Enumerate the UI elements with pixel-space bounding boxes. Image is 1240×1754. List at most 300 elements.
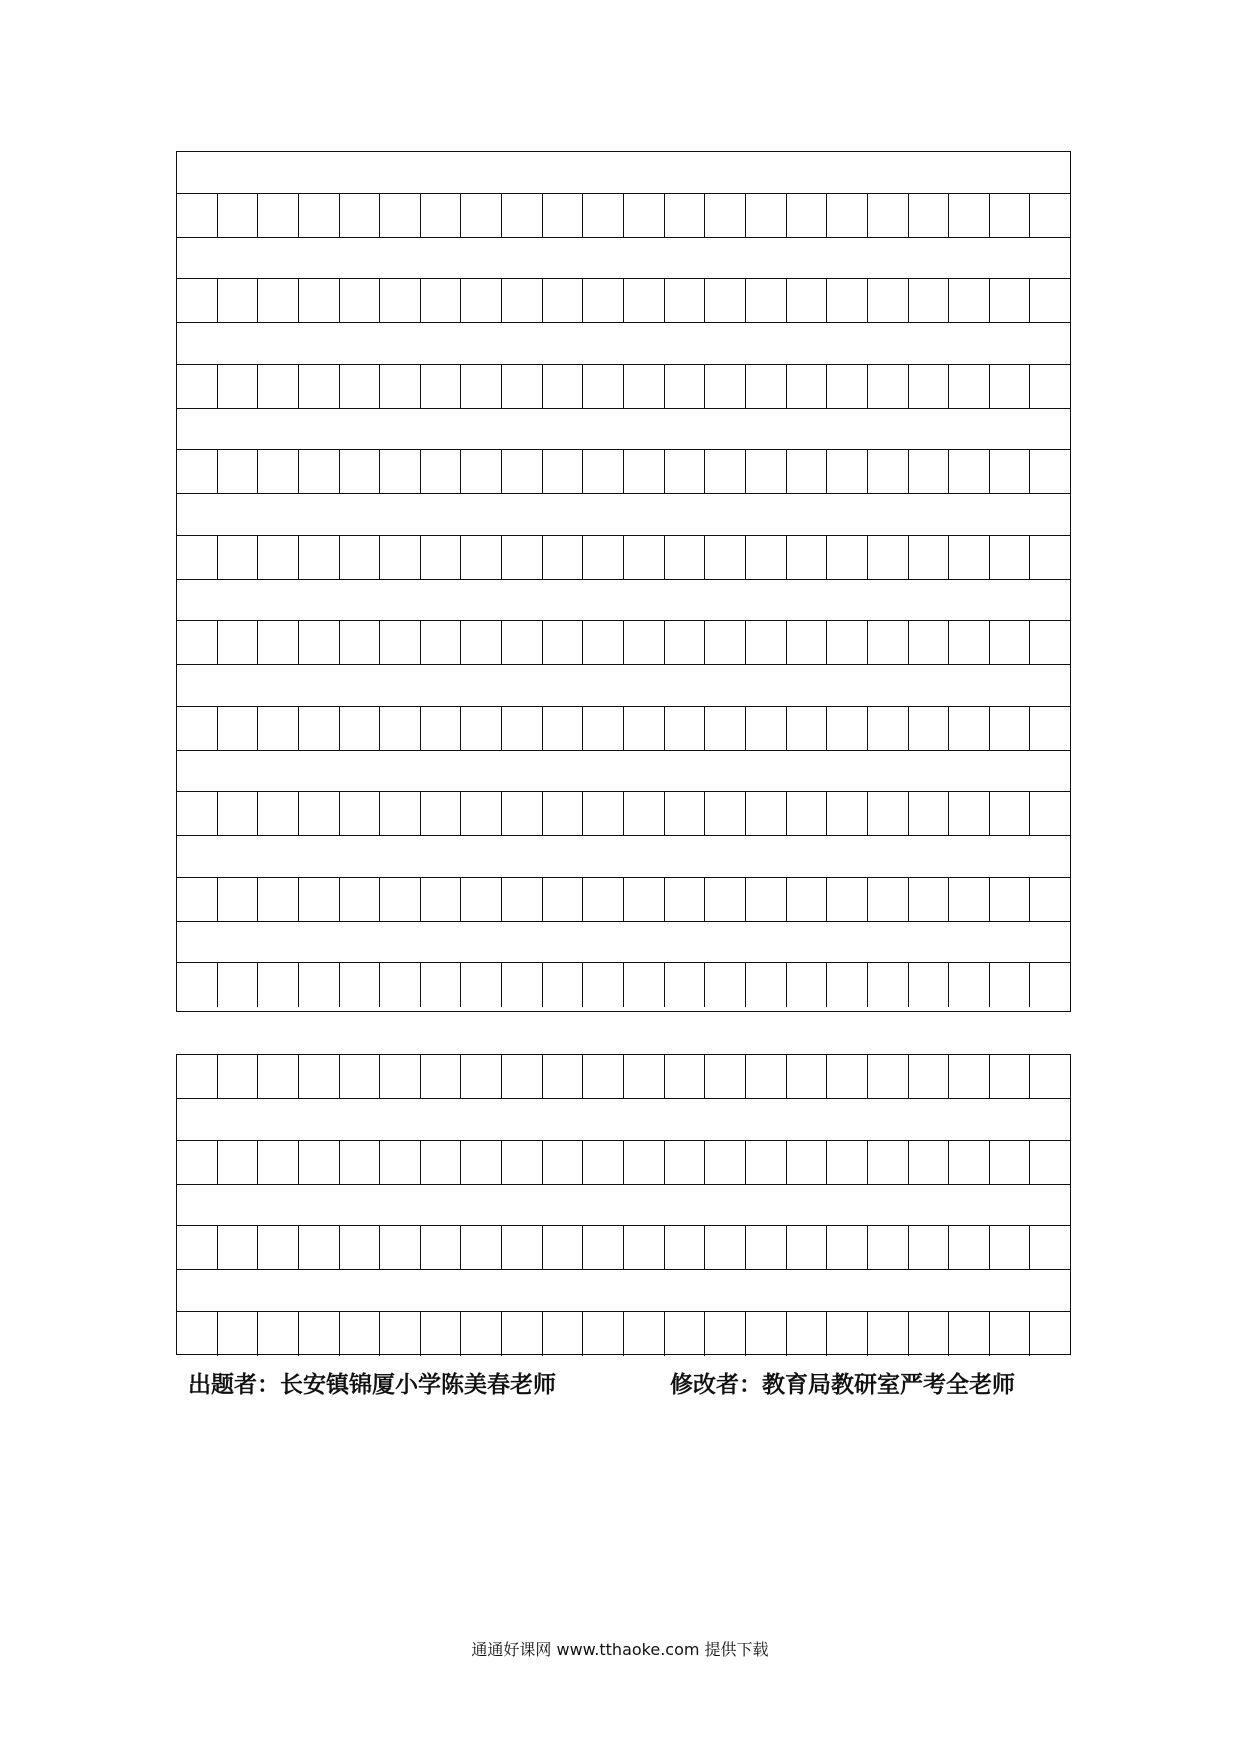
character-cell (868, 536, 909, 579)
character-cell (380, 365, 421, 408)
character-cell (624, 1141, 665, 1184)
character-cell (543, 450, 584, 493)
character-cell (990, 279, 1031, 322)
character-cell (340, 707, 381, 750)
character-cell (1030, 536, 1070, 579)
character-cell (949, 1312, 990, 1356)
author-credit: 出题者：长安镇锦厦小学陈美春老师 (188, 1371, 556, 1398)
character-cell (299, 450, 340, 493)
character-cell (502, 536, 543, 579)
character-cell (299, 792, 340, 835)
character-cell-row (177, 621, 1070, 665)
character-cell (299, 279, 340, 322)
character-cell (543, 365, 584, 408)
character-cell (990, 194, 1031, 237)
character-cell-row (177, 707, 1070, 751)
character-cell (421, 1055, 462, 1098)
character-cell (787, 621, 828, 664)
character-cell (624, 365, 665, 408)
character-cell (909, 536, 950, 579)
character-cell (990, 707, 1031, 750)
character-cell (949, 1226, 990, 1269)
character-cell (909, 450, 950, 493)
character-cell (746, 450, 787, 493)
character-cell (340, 621, 381, 664)
character-cell (340, 279, 381, 322)
character-cell (665, 707, 706, 750)
character-cell (421, 450, 462, 493)
character-cell (583, 1141, 624, 1184)
character-cell (299, 536, 340, 579)
character-cell (421, 1141, 462, 1184)
character-cell (705, 1312, 746, 1356)
character-cell-row (177, 1141, 1070, 1185)
character-cell (218, 1055, 259, 1098)
character-cell (421, 536, 462, 579)
character-cell (1030, 1055, 1070, 1098)
character-cell (258, 1312, 299, 1356)
blank-line-row (177, 580, 1070, 622)
character-cell (868, 1055, 909, 1098)
character-cell (421, 792, 462, 835)
character-cell (868, 450, 909, 493)
blank-line-row (177, 1099, 1070, 1141)
character-cell (461, 878, 502, 921)
character-cell (218, 963, 259, 1007)
character-cell (502, 1141, 543, 1184)
character-cell (258, 1226, 299, 1269)
character-cell (624, 621, 665, 664)
character-cell (827, 878, 868, 921)
character-cell (624, 1226, 665, 1269)
character-cell (949, 1055, 990, 1098)
character-cell (665, 365, 706, 408)
character-cell (502, 1055, 543, 1098)
character-cell (218, 194, 259, 237)
character-cell (340, 1055, 381, 1098)
character-cell (990, 536, 1031, 579)
character-cell (990, 1226, 1031, 1269)
character-cell (177, 1141, 218, 1184)
character-cell (787, 878, 828, 921)
character-cell (299, 963, 340, 1007)
blank-line-row (177, 665, 1070, 707)
character-cell (177, 450, 218, 493)
character-cell (990, 1141, 1031, 1184)
character-cell-row (177, 963, 1070, 1007)
character-cell (827, 450, 868, 493)
blank-line-row (177, 323, 1070, 365)
character-cell (746, 1312, 787, 1356)
character-cell (705, 878, 746, 921)
character-cell (868, 963, 909, 1007)
character-cell (665, 194, 706, 237)
character-cell (177, 963, 218, 1007)
character-cell (624, 1055, 665, 1098)
blank-line-row (177, 836, 1070, 878)
character-cell (258, 792, 299, 835)
blank-line-row (177, 409, 1070, 451)
character-cell (705, 450, 746, 493)
character-cell (705, 1141, 746, 1184)
blank-line-row (177, 1270, 1070, 1312)
character-cell (787, 365, 828, 408)
character-cell (461, 1055, 502, 1098)
character-cell (380, 450, 421, 493)
character-cell (299, 365, 340, 408)
character-cell (624, 1312, 665, 1356)
character-cell (624, 536, 665, 579)
character-cell (827, 194, 868, 237)
character-cell (543, 536, 584, 579)
character-cell (583, 707, 624, 750)
character-cell-row (177, 450, 1070, 494)
character-cell (543, 1226, 584, 1269)
character-cell (868, 621, 909, 664)
character-cell (543, 621, 584, 664)
character-cell (421, 707, 462, 750)
character-cell (909, 878, 950, 921)
character-cell (787, 792, 828, 835)
character-cell (340, 792, 381, 835)
character-cell (909, 621, 950, 664)
character-cell (624, 194, 665, 237)
character-cell (583, 878, 624, 921)
character-cell (583, 963, 624, 1007)
character-cell (218, 792, 259, 835)
character-cell (299, 1226, 340, 1269)
character-cell (665, 621, 706, 664)
character-cell (380, 1226, 421, 1269)
blank-line-row (177, 1185, 1070, 1227)
character-cell (543, 279, 584, 322)
character-cell (299, 707, 340, 750)
character-cell (502, 792, 543, 835)
character-cell (624, 878, 665, 921)
character-cell (746, 1141, 787, 1184)
character-cell (990, 963, 1031, 1007)
character-cell (583, 450, 624, 493)
character-cell (868, 1312, 909, 1356)
character-cell (787, 279, 828, 322)
character-cell (543, 1055, 584, 1098)
character-cell (909, 1226, 950, 1269)
character-cell (705, 707, 746, 750)
character-cell (868, 878, 909, 921)
character-cell (218, 279, 259, 322)
character-cell (461, 621, 502, 664)
character-cell (218, 707, 259, 750)
character-cell (421, 365, 462, 408)
character-cell (665, 1226, 706, 1269)
character-cell (909, 279, 950, 322)
character-cell (583, 194, 624, 237)
character-cell (543, 194, 584, 237)
character-cell (909, 963, 950, 1007)
character-cell (787, 1312, 828, 1356)
character-cell (787, 1055, 828, 1098)
character-cell (177, 792, 218, 835)
character-cell (949, 1141, 990, 1184)
character-cell (949, 194, 990, 237)
character-cell-row (177, 536, 1070, 580)
character-cell (665, 450, 706, 493)
character-cell (990, 365, 1031, 408)
character-cell (461, 792, 502, 835)
character-cell (1030, 450, 1070, 493)
character-cell (787, 194, 828, 237)
character-cell (218, 621, 259, 664)
character-cell (218, 450, 259, 493)
character-cell (502, 194, 543, 237)
character-cell (705, 279, 746, 322)
character-cell (827, 1055, 868, 1098)
character-cell (949, 450, 990, 493)
blank-line-row (177, 152, 1070, 194)
writing-grid-1 (176, 151, 1071, 1012)
character-cell (705, 365, 746, 408)
character-cell (502, 963, 543, 1007)
character-cell-row (177, 792, 1070, 836)
character-cell (299, 1055, 340, 1098)
character-cell (909, 707, 950, 750)
character-cell (746, 963, 787, 1007)
character-cell (502, 621, 543, 664)
character-cell (380, 536, 421, 579)
character-cell (1030, 365, 1070, 408)
editor-credit: 修改者：教育局教研室严考全老师 (670, 1371, 1015, 1398)
character-cell (461, 279, 502, 322)
character-cell (827, 536, 868, 579)
character-cell-row (177, 279, 1070, 323)
character-cell (177, 194, 218, 237)
character-cell (502, 878, 543, 921)
character-cell (543, 707, 584, 750)
character-cell (461, 365, 502, 408)
character-cell (665, 279, 706, 322)
character-cell (258, 279, 299, 322)
character-cell (624, 792, 665, 835)
character-cell (340, 536, 381, 579)
character-cell (746, 1055, 787, 1098)
character-cell (949, 536, 990, 579)
character-cell (827, 707, 868, 750)
character-cell (1030, 792, 1070, 835)
character-cell (787, 450, 828, 493)
character-cell (461, 963, 502, 1007)
character-cell (177, 536, 218, 579)
character-cell (380, 707, 421, 750)
character-cell (868, 1141, 909, 1184)
character-cell (949, 279, 990, 322)
character-cell (502, 365, 543, 408)
character-cell (421, 963, 462, 1007)
character-cell (258, 365, 299, 408)
character-cell (299, 621, 340, 664)
character-cell (909, 1055, 950, 1098)
character-cell (258, 194, 299, 237)
character-cell (665, 1141, 706, 1184)
character-cell (665, 1312, 706, 1356)
character-cell (990, 1312, 1031, 1356)
character-cell (746, 365, 787, 408)
character-cell (380, 1055, 421, 1098)
character-cell (1030, 1141, 1070, 1184)
character-cell (502, 279, 543, 322)
character-cell (543, 1141, 584, 1184)
character-cell (340, 450, 381, 493)
character-cell (1030, 279, 1070, 322)
character-cell (299, 194, 340, 237)
character-cell (380, 792, 421, 835)
character-cell (340, 963, 381, 1007)
character-cell (949, 878, 990, 921)
character-cell (258, 621, 299, 664)
character-cell (909, 1312, 950, 1356)
character-cell (502, 1226, 543, 1269)
character-cell (177, 1312, 218, 1356)
blank-line-row (177, 922, 1070, 964)
character-cell (461, 1312, 502, 1356)
character-cell (218, 1141, 259, 1184)
character-cell (583, 1055, 624, 1098)
character-cell (949, 963, 990, 1007)
footer-source: 通通好课网 www.tthaoke.com 提供下载 (471, 1640, 769, 1659)
character-cell (299, 1141, 340, 1184)
character-cell (421, 194, 462, 237)
character-cell (340, 1141, 381, 1184)
character-cell (461, 536, 502, 579)
character-cell (340, 878, 381, 921)
character-cell (543, 1312, 584, 1356)
character-cell (177, 707, 218, 750)
character-cell (705, 1055, 746, 1098)
character-cell (868, 707, 909, 750)
character-cell (258, 450, 299, 493)
character-cell (583, 536, 624, 579)
character-cell (665, 878, 706, 921)
character-cell (705, 194, 746, 237)
character-cell (583, 621, 624, 664)
character-cell (340, 1226, 381, 1269)
character-cell (421, 279, 462, 322)
character-cell (1030, 963, 1070, 1007)
character-cell (949, 365, 990, 408)
character-cell (1030, 707, 1070, 750)
character-cell (746, 194, 787, 237)
character-cell (868, 279, 909, 322)
character-cell (258, 1141, 299, 1184)
character-cell (380, 194, 421, 237)
character-cell (218, 1312, 259, 1356)
character-cell (177, 1226, 218, 1269)
character-cell (990, 450, 1031, 493)
character-cell (827, 1141, 868, 1184)
character-cell (665, 536, 706, 579)
character-cell (990, 1055, 1031, 1098)
character-cell (746, 536, 787, 579)
character-cell (421, 1312, 462, 1356)
character-cell (258, 878, 299, 921)
character-cell (827, 1226, 868, 1269)
character-cell (705, 536, 746, 579)
character-cell (705, 621, 746, 664)
character-cell (746, 707, 787, 750)
character-cell (340, 365, 381, 408)
character-cell (624, 450, 665, 493)
character-cell (380, 621, 421, 664)
character-cell (583, 365, 624, 408)
character-cell (258, 536, 299, 579)
character-cell (543, 792, 584, 835)
character-cell (787, 1226, 828, 1269)
character-cell (502, 450, 543, 493)
character-cell (380, 279, 421, 322)
character-cell (380, 878, 421, 921)
credits-line (188, 1365, 1068, 1405)
character-cell (827, 365, 868, 408)
character-cell (380, 963, 421, 1007)
character-cell (990, 878, 1031, 921)
character-cell (583, 279, 624, 322)
character-cell (909, 1141, 950, 1184)
character-cell (827, 621, 868, 664)
character-cell (340, 1312, 381, 1356)
character-cell (583, 1312, 624, 1356)
blank-line-row (177, 494, 1070, 536)
character-cell (909, 194, 950, 237)
character-cell (949, 792, 990, 835)
character-cell-row (177, 1226, 1070, 1270)
character-cell (868, 792, 909, 835)
character-cell (746, 878, 787, 921)
character-cell (461, 450, 502, 493)
character-cell (665, 1055, 706, 1098)
character-cell (827, 963, 868, 1007)
character-cell (868, 365, 909, 408)
character-cell (299, 1312, 340, 1356)
character-cell (624, 707, 665, 750)
character-cell (624, 963, 665, 1007)
character-cell (340, 194, 381, 237)
character-cell (299, 878, 340, 921)
character-cell (218, 536, 259, 579)
character-cell-row (177, 365, 1070, 409)
character-cell-row (177, 1312, 1070, 1356)
character-cell (1030, 621, 1070, 664)
character-cell (461, 707, 502, 750)
character-cell (218, 1226, 259, 1269)
character-cell (177, 1055, 218, 1098)
character-cell (502, 1312, 543, 1356)
character-cell (583, 1226, 624, 1269)
character-cell (705, 963, 746, 1007)
character-cell (258, 707, 299, 750)
character-cell (827, 1312, 868, 1356)
blank-line-row (177, 238, 1070, 280)
character-cell (543, 963, 584, 1007)
character-cell (949, 707, 990, 750)
character-cell-row (177, 1055, 1070, 1099)
writing-grid-2 (176, 1054, 1071, 1355)
character-cell (909, 792, 950, 835)
character-cell (787, 536, 828, 579)
character-cell (787, 1141, 828, 1184)
character-cell (1030, 878, 1070, 921)
character-cell (258, 1055, 299, 1098)
character-cell (218, 365, 259, 408)
character-cell (380, 1141, 421, 1184)
